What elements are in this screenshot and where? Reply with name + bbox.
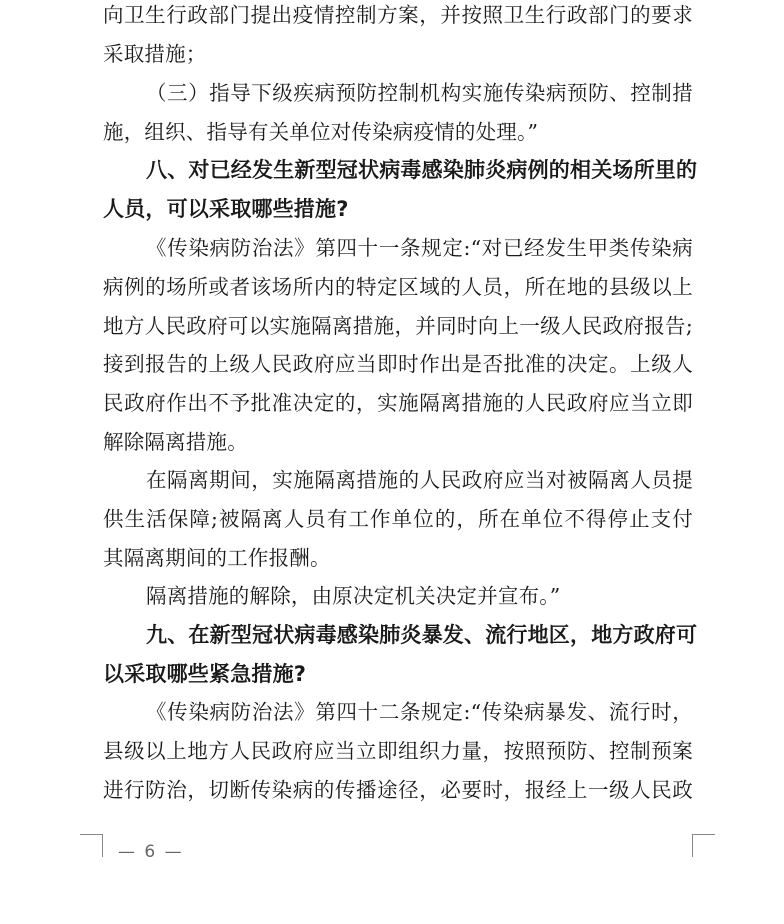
- text-line: 解除隔离措施。: [103, 430, 248, 454]
- section-heading: 人员，可以采取哪些措施?: [103, 197, 349, 221]
- section-heading: 八、对已经发生新型冠状病毒感染肺炎病例的相关场所里的: [146, 158, 698, 182]
- text-line: （三）指导下级疾病预防控制机构实施传染病预防、控制措: [146, 81, 693, 105]
- text-line: 向卫生行政部门提出疫情控制方案，并按照卫生行政部门的要求: [103, 3, 693, 27]
- text-line: 供生活保障;被隔离人员有工作单位的，所在单位不得停止支付: [103, 507, 693, 531]
- text-line: 接到报告的上级人民政府应当即时作出是否批准的决定。上级人: [103, 352, 693, 376]
- text-line: 在隔离期间，实施隔离措施的人民政府应当对被隔离人员提: [146, 468, 693, 492]
- section-heading: 九、在新型冠状病毒感染肺炎暴发、流行地区，地方政府可: [146, 623, 698, 647]
- page-margin-corner-left: [80, 834, 103, 857]
- text-line: 隔离措施的解除，由原决定机关决定并宣布。”: [146, 584, 561, 608]
- section-heading: 以采取哪些紧急措施?: [103, 662, 307, 686]
- text-line: 《传染病防治法》第四十二条规定:“传染病暴发、流行时，: [146, 700, 693, 724]
- text-line: 进行防治，切断传染病的传播途径，必要时，报经上一级人民政: [103, 778, 693, 802]
- text-line: 民政府作出不予批准决定的，实施隔离措施的人民政府应当立即: [103, 391, 693, 415]
- text-line: 其隔离期间的工作报酬。: [103, 546, 331, 570]
- text-line: 采取措施；: [103, 42, 207, 66]
- text-line: 县级以上地方人民政府应当立即组织力量，按照预防、控制预案: [103, 739, 693, 763]
- text-line: 地方人民政府可以实施隔离措施，并同时向上一级人民政府报告;: [103, 314, 693, 338]
- text-line: 病例的场所或者该场所内的特定区域的人员，所在地的县级以上: [103, 275, 693, 299]
- text-line: 《传染病防治法》第四十一条规定:“对已经发生甲类传染病: [146, 236, 693, 260]
- text-line: 施，组织、指导有关单位对传染病疫情的处理。”: [103, 120, 539, 144]
- page-margin-corner-right: [692, 834, 715, 857]
- page-number: — 6 —: [118, 842, 184, 862]
